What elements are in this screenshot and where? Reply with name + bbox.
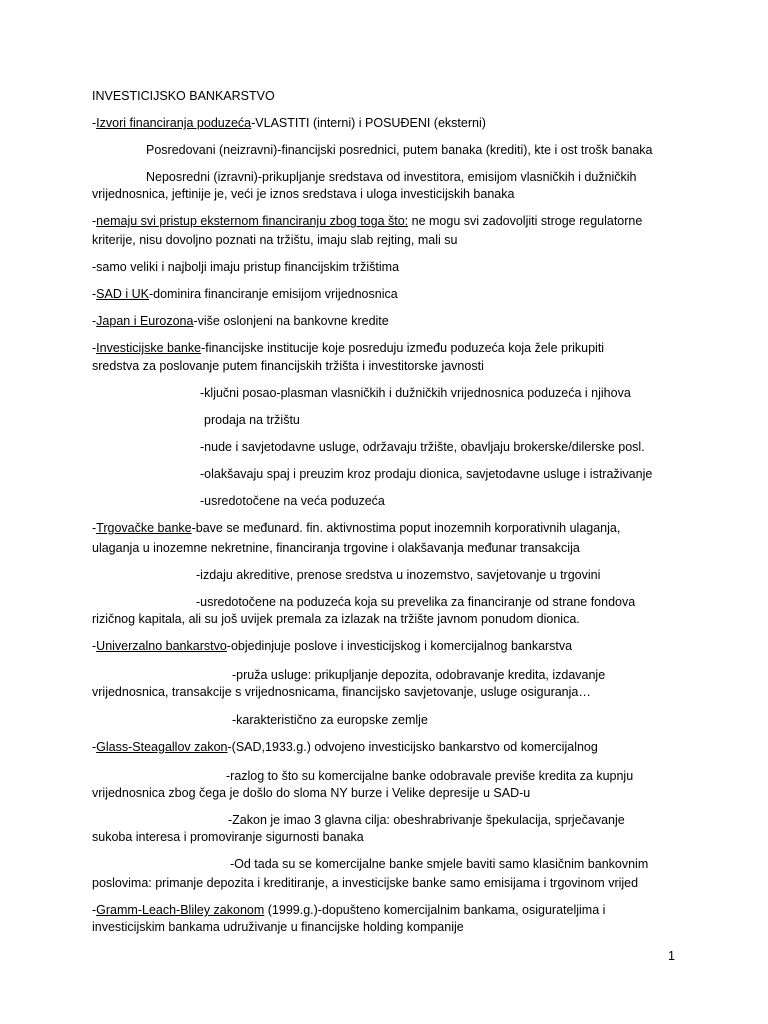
text-segment: - bbox=[92, 639, 97, 653]
text-line bbox=[0, 213, 768, 229]
text-segment: - bbox=[92, 521, 97, 535]
text-segment: prodaja na tržištu bbox=[204, 413, 300, 427]
text-segment: vrijednosnica, jeftinije je, veći je iznos sredstava i uloga investicijskih banaka bbox=[92, 187, 515, 201]
text-segment: - bbox=[92, 740, 97, 754]
text-segment: -usredotočene na poduzeća koja su prevelika za financiranje od strane fondova bbox=[196, 595, 636, 609]
text-line bbox=[0, 768, 768, 784]
text-line bbox=[0, 169, 768, 185]
text-segment: - bbox=[92, 287, 97, 301]
text-segment: vrijednosnica zbog čega je došlo do sloma NY burze i Velike depresije u SAD-u bbox=[92, 786, 531, 800]
text-segment: sukoba interesa i promoviranje sigurnosti banaka bbox=[92, 830, 364, 844]
text-segment: -karakteristično za europske zemlje bbox=[232, 713, 428, 727]
text-line bbox=[0, 142, 768, 158]
text-line bbox=[0, 684, 768, 700]
text-segment: poslovima: primanje depozita i kreditiranje, a investicijske banke samo emisijama i trgovinom vrijed bbox=[92, 876, 639, 890]
text-segment: kriterije, nisu dovoljno poznati na tržištu, imaju slab rejting, mali su bbox=[92, 233, 458, 247]
text-line bbox=[0, 439, 768, 455]
text-line bbox=[0, 88, 768, 104]
text-segment: -usredotočene na veća poduzeća bbox=[200, 494, 385, 508]
text-line bbox=[0, 919, 768, 935]
text-line bbox=[0, 186, 768, 202]
text-line bbox=[0, 340, 768, 356]
text-segment: sredstva za poslovanje putem financijskih tržišta i investitorske javnosti bbox=[92, 359, 484, 373]
page-number: 1 bbox=[668, 949, 675, 963]
text-segment: -razlog to što su komercijalne banke odobravale previše kredita za kupnju bbox=[226, 769, 634, 783]
text-segment: -Od tada su se komercijalne banke smjele baviti samo klasičnim bankovnim bbox=[230, 857, 649, 871]
text-line bbox=[0, 493, 768, 509]
text-segment: -VLASTITI (interni) i POSUĐENI (eksterni) bbox=[251, 116, 486, 130]
text-line bbox=[0, 115, 768, 131]
text-line bbox=[0, 259, 768, 275]
text-segment: - bbox=[92, 903, 97, 917]
text-segment: investicijskim bankama udruživanje u financijske holding kompanije bbox=[92, 920, 464, 934]
text-line bbox=[0, 875, 768, 891]
text-segment: -(SAD,1933.g.) odvojeno investicijsko bankarstvo od komercijalnog bbox=[227, 740, 598, 754]
text-segment: ne mogu svi zadovoljiti stroge regulatorne bbox=[408, 214, 643, 228]
text-line bbox=[0, 540, 768, 556]
text-segment: -Zakon je imao 3 glavna cilja: obeshrabrivanje špekulacija, sprječavanje bbox=[228, 813, 625, 827]
underlined-term: Univerzalno bankarstvo bbox=[96, 639, 227, 653]
text-line bbox=[0, 638, 768, 654]
underlined-term: SAD i UK bbox=[96, 287, 149, 301]
text-line bbox=[0, 567, 768, 583]
underlined-term: Izvori financiranja poduzeća bbox=[96, 116, 252, 130]
text-segment: ulaganja u inozemne nekretnine, financiranja trgovine i olakšavanja međunar transakcija bbox=[92, 541, 580, 555]
underlined-term: Glass-Steagallov zakon bbox=[96, 740, 228, 754]
text-segment: -više oslonjeni na bankovne kredite bbox=[193, 314, 389, 328]
text-segment: -izdaju akreditive, prenose sredstva u inozemstvo, savjetovanje u trgovini bbox=[196, 568, 601, 582]
text-segment: Posredovani (neizravni)-financijski posrednici, putem banaka (krediti), kte i ost trošk banaka bbox=[146, 143, 653, 157]
underlined-term: Gramm-Leach-Bliley zakonom bbox=[96, 903, 265, 917]
underlined-term: Japan i Eurozona bbox=[96, 314, 194, 328]
text-line bbox=[0, 594, 768, 610]
text-segment: (1999.g.)-dopušteno komercijalnim bankama, osigurateljima i bbox=[264, 903, 606, 917]
text-segment: -nude i savjetodavne usluge, održavaju tržište, obavljaju brokerske/dilerske posl. bbox=[200, 440, 645, 454]
text-segment: -olakšavaju spaj i preuzim kroz prodaju dionica, savjetodavne usluge i istraživanje bbox=[200, 467, 653, 481]
text-segment: -bave se međunard. fin. aktivnostima poput inozemnih korporativnih ulaganja, bbox=[191, 521, 621, 535]
text-line bbox=[0, 712, 768, 728]
text-segment: - bbox=[92, 214, 97, 228]
text-segment: -objedinjuje poslove i investicijskog i komercijalnog bankarstva bbox=[226, 639, 573, 653]
text-line bbox=[0, 520, 768, 536]
text-line bbox=[0, 466, 768, 482]
underlined-term: Trgovačke banke bbox=[96, 521, 192, 535]
text-line bbox=[0, 611, 768, 627]
text-line bbox=[0, 232, 768, 248]
text-line bbox=[0, 286, 768, 302]
text-line bbox=[0, 785, 768, 801]
underlined-term: nemaju svi pristup eksternom financiranju zbog toga što: bbox=[96, 214, 409, 228]
text-line bbox=[0, 856, 768, 872]
text-segment: Neposredni (izravni)-prikupljanje sredstava od investitora, emisijom vlasničkih i dužničkih bbox=[146, 170, 637, 184]
text-segment: rizičnog kapitala, ali su još uvijek premala za izlazak na tržište javnom ponudom dionica. bbox=[92, 612, 580, 626]
underlined-term: Investicijske banke bbox=[96, 341, 202, 355]
text-segment: - bbox=[92, 314, 97, 328]
text-line bbox=[0, 358, 768, 374]
text-line bbox=[0, 667, 768, 683]
text-line bbox=[0, 829, 768, 845]
text-segment: -ključni posao-plasman vlasničkih i dužničkih vrijednosnica poduzeća i njihova bbox=[200, 386, 631, 400]
text-line bbox=[0, 385, 768, 401]
text-segment: -financijske institucije koje posreduju između poduzeća koja žele prikupiti bbox=[201, 341, 605, 355]
text-line bbox=[0, 902, 768, 918]
text-segment: - bbox=[92, 116, 97, 130]
text-segment: -samo veliki i najbolji imaju pristup financijskim tržištima bbox=[92, 260, 400, 274]
text-segment: INVESTICIJSKO BANKARSTVO bbox=[92, 89, 275, 103]
text-line bbox=[0, 739, 768, 755]
text-segment: vrijednosnica, transakcije s vrijednosnicama, financijsko savjetovanje, usluge osiguranja… bbox=[92, 685, 591, 699]
text-line bbox=[0, 812, 768, 828]
text-line bbox=[0, 412, 768, 428]
text-segment: -pruža usluge: prikupljanje depozita, odobravanje kredita, izdavanje bbox=[232, 668, 606, 682]
text-segment: -dominira financiranje emisijom vrijednosnica bbox=[148, 287, 398, 301]
text-segment: - bbox=[92, 341, 97, 355]
text-line bbox=[0, 313, 768, 329]
